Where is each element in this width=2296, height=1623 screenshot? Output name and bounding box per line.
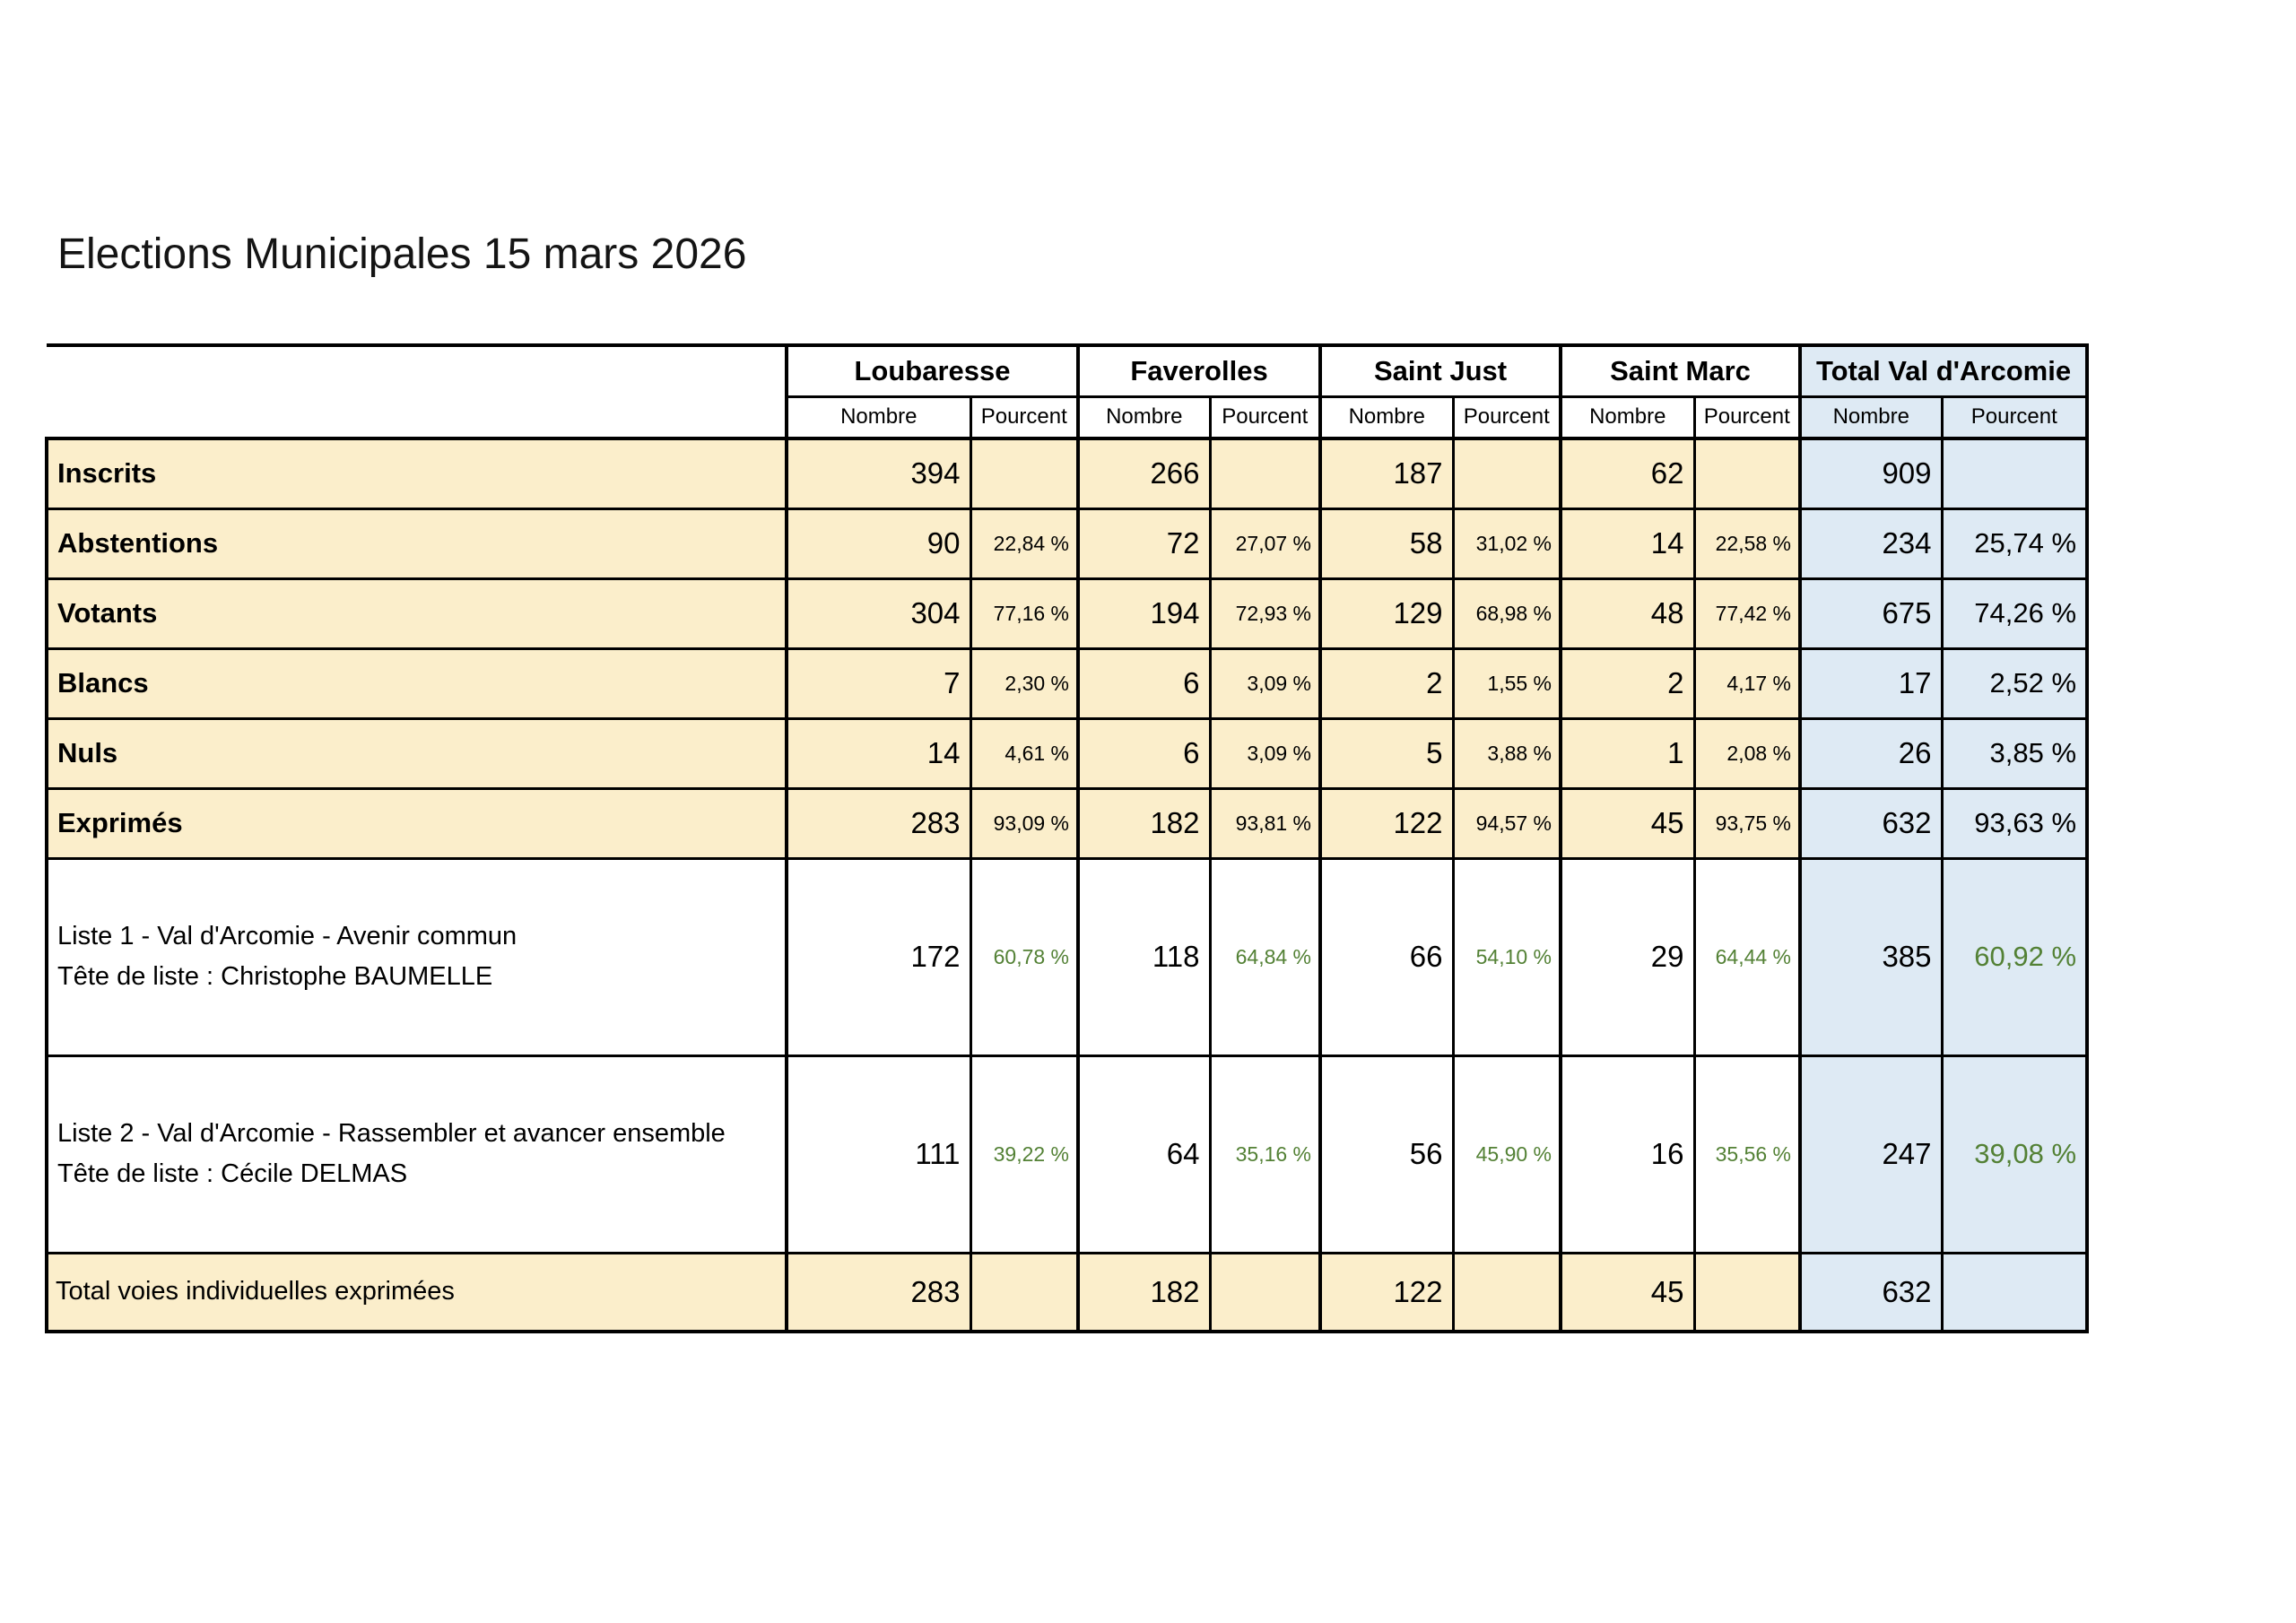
nombre-cell: 66 <box>1320 858 1453 1055</box>
nombre-cell: 266 <box>1078 438 1210 508</box>
total-pourcent-cell: 93,63 % <box>1942 788 2087 858</box>
subheader-pourcent: Pourcent <box>1942 396 2087 438</box>
page-title: Elections Municipales 15 mars 2026 <box>57 230 747 278</box>
total-pourcent-cell <box>1942 1253 2087 1332</box>
nombre-cell: 283 <box>787 788 970 858</box>
nombre-cell: 182 <box>1078 1253 1210 1332</box>
pourcent-cell: 35,56 % <box>1694 1055 1800 1253</box>
pourcent-cell: 35,16 % <box>1210 1055 1320 1253</box>
total-nombre-cell: 26 <box>1800 718 1942 788</box>
pourcent-cell: 64,44 % <box>1694 858 1800 1055</box>
row-label: Total voies individuelles exprimées <box>47 1253 787 1332</box>
nombre-cell: 45 <box>1561 1253 1694 1332</box>
total-pourcent-cell: 3,85 % <box>1942 718 2087 788</box>
pourcent-cell: 77,16 % <box>970 578 1078 648</box>
nombre-cell: 304 <box>787 578 970 648</box>
nombre-cell: 1 <box>1561 718 1694 788</box>
pourcent-cell: 31,02 % <box>1453 508 1561 578</box>
total-pourcent-cell <box>1942 438 2087 508</box>
pourcent-cell <box>970 1253 1078 1332</box>
liste-tete-de-liste: Tête de liste : Cécile DELMAS <box>57 1159 408 1188</box>
nombre-cell: 14 <box>787 718 970 788</box>
pourcent-cell: 64,84 % <box>1210 858 1320 1055</box>
pourcent-cell: 39,22 % <box>970 1055 1078 1253</box>
row-label: Abstentions <box>47 508 787 578</box>
pourcent-cell: 93,09 % <box>970 788 1078 858</box>
subheader-nombre: Nombre <box>1561 396 1694 438</box>
nombre-cell: 6 <box>1078 648 1210 718</box>
pourcent-cell: 2,30 % <box>970 648 1078 718</box>
total-nombre-cell: 17 <box>1800 648 1942 718</box>
group-header-row <box>47 345 2087 396</box>
row-votants <box>47 578 2087 648</box>
group-header-saint-marc: Saint Marc <box>1561 345 1800 396</box>
row-label <box>47 1055 787 1253</box>
liste-tete-de-liste: Tête de liste : Christophe BAUMELLE <box>57 962 493 991</box>
total-pourcent-cell: 60,92 % <box>1942 858 2087 1055</box>
nombre-cell: 7 <box>787 648 970 718</box>
blank-corner-cell <box>47 345 787 438</box>
pourcent-cell <box>1210 1253 1320 1332</box>
nombre-cell: 5 <box>1320 718 1453 788</box>
nombre-cell: 283 <box>787 1253 970 1332</box>
group-header-saint-just: Saint Just <box>1320 345 1561 396</box>
pourcent-cell: 4,61 % <box>970 718 1078 788</box>
election-results-table <box>45 343 2089 1333</box>
pourcent-cell <box>1453 438 1561 508</box>
row-liste-1 <box>47 858 2087 1055</box>
pourcent-cell: 27,07 % <box>1210 508 1320 578</box>
nombre-cell: 187 <box>1320 438 1453 508</box>
nombre-cell: 62 <box>1561 438 1694 508</box>
nombre-cell: 90 <box>787 508 970 578</box>
nombre-cell: 172 <box>787 858 970 1055</box>
total-pourcent-cell: 25,74 % <box>1942 508 2087 578</box>
pourcent-cell: 93,75 % <box>1694 788 1800 858</box>
subheader-nombre: Nombre <box>1320 396 1453 438</box>
total-nombre-cell: 632 <box>1800 788 1942 858</box>
row-total-voies <box>47 1253 2087 1332</box>
nombre-cell: 2 <box>1561 648 1694 718</box>
total-nombre-cell: 675 <box>1800 578 1942 648</box>
pourcent-cell: 72,93 % <box>1210 578 1320 648</box>
pourcent-cell: 22,58 % <box>1694 508 1800 578</box>
total-nombre-cell: 234 <box>1800 508 1942 578</box>
pourcent-cell: 94,57 % <box>1453 788 1561 858</box>
pourcent-cell: 54,10 % <box>1453 858 1561 1055</box>
row-abstentions <box>47 508 2087 578</box>
pourcent-cell: 2,08 % <box>1694 718 1800 788</box>
nombre-cell: 14 <box>1561 508 1694 578</box>
nombre-cell: 16 <box>1561 1055 1694 1253</box>
nombre-cell: 182 <box>1078 788 1210 858</box>
row-liste-2 <box>47 1055 2087 1253</box>
row-label: Nuls <box>47 718 787 788</box>
nombre-cell: 29 <box>1561 858 1694 1055</box>
pourcent-cell: 60,78 % <box>970 858 1078 1055</box>
total-nombre-cell: 632 <box>1800 1253 1942 1332</box>
group-header-total: Total Val d'Arcomie <box>1800 345 2087 396</box>
nombre-cell: 58 <box>1320 508 1453 578</box>
pourcent-cell: 3,09 % <box>1210 648 1320 718</box>
group-header-faverolles: Faverolles <box>1078 345 1320 396</box>
total-pourcent-cell: 74,26 % <box>1942 578 2087 648</box>
nombre-cell: 394 <box>787 438 970 508</box>
subheader-pourcent: Pourcent <box>970 396 1078 438</box>
row-label <box>47 858 787 1055</box>
pourcent-cell <box>1694 1253 1800 1332</box>
subheader-nombre: Nombre <box>1078 396 1210 438</box>
row-label: Inscrits <box>47 438 787 508</box>
nombre-cell: 56 <box>1320 1055 1453 1253</box>
subheader-pourcent: Pourcent <box>1694 396 1800 438</box>
pourcent-cell: 3,09 % <box>1210 718 1320 788</box>
nombre-cell: 129 <box>1320 578 1453 648</box>
pourcent-cell: 1,55 % <box>1453 648 1561 718</box>
row-exprimes <box>47 788 2087 858</box>
nombre-cell: 6 <box>1078 718 1210 788</box>
row-inscrits <box>47 438 2087 508</box>
total-nombre-cell: 909 <box>1800 438 1942 508</box>
total-nombre-cell: 385 <box>1800 858 1942 1055</box>
row-blancs <box>47 648 2087 718</box>
pourcent-cell <box>1694 438 1800 508</box>
row-label: Votants <box>47 578 787 648</box>
nombre-cell: 64 <box>1078 1055 1210 1253</box>
total-pourcent-cell: 39,08 % <box>1942 1055 2087 1253</box>
nombre-cell: 45 <box>1561 788 1694 858</box>
pourcent-cell: 93,81 % <box>1210 788 1320 858</box>
total-pourcent-cell: 2,52 % <box>1942 648 2087 718</box>
nombre-cell: 194 <box>1078 578 1210 648</box>
nombre-cell: 72 <box>1078 508 1210 578</box>
liste-name: Liste 1 - Val d'Arcomie - Avenir commun <box>57 922 517 950</box>
nombre-cell: 122 <box>1320 788 1453 858</box>
pourcent-cell: 3,88 % <box>1453 718 1561 788</box>
pourcent-cell <box>1210 438 1320 508</box>
liste-name: Liste 2 - Val d'Arcomie - Rassembler et avancer ensemble <box>57 1119 726 1148</box>
row-label: Blancs <box>47 648 787 718</box>
total-nombre-cell: 247 <box>1800 1055 1942 1253</box>
row-nuls <box>47 718 2087 788</box>
pourcent-cell: 77,42 % <box>1694 578 1800 648</box>
subheader-nombre: Nombre <box>1800 396 1942 438</box>
pourcent-cell: 45,90 % <box>1453 1055 1561 1253</box>
nombre-cell: 111 <box>787 1055 970 1253</box>
pourcent-cell: 22,84 % <box>970 508 1078 578</box>
pourcent-cell <box>970 438 1078 508</box>
pourcent-cell: 4,17 % <box>1694 648 1800 718</box>
subheader-pourcent: Pourcent <box>1453 396 1561 438</box>
pourcent-cell <box>1453 1253 1561 1332</box>
pourcent-cell: 68,98 % <box>1453 578 1561 648</box>
nombre-cell: 122 <box>1320 1253 1453 1332</box>
nombre-cell: 48 <box>1561 578 1694 648</box>
subheader-pourcent: Pourcent <box>1210 396 1320 438</box>
nombre-cell: 118 <box>1078 858 1210 1055</box>
group-header-loubaresse: Loubaresse <box>787 345 1078 396</box>
row-label: Exprimés <box>47 788 787 858</box>
nombre-cell: 2 <box>1320 648 1453 718</box>
subheader-nombre: Nombre <box>787 396 970 438</box>
